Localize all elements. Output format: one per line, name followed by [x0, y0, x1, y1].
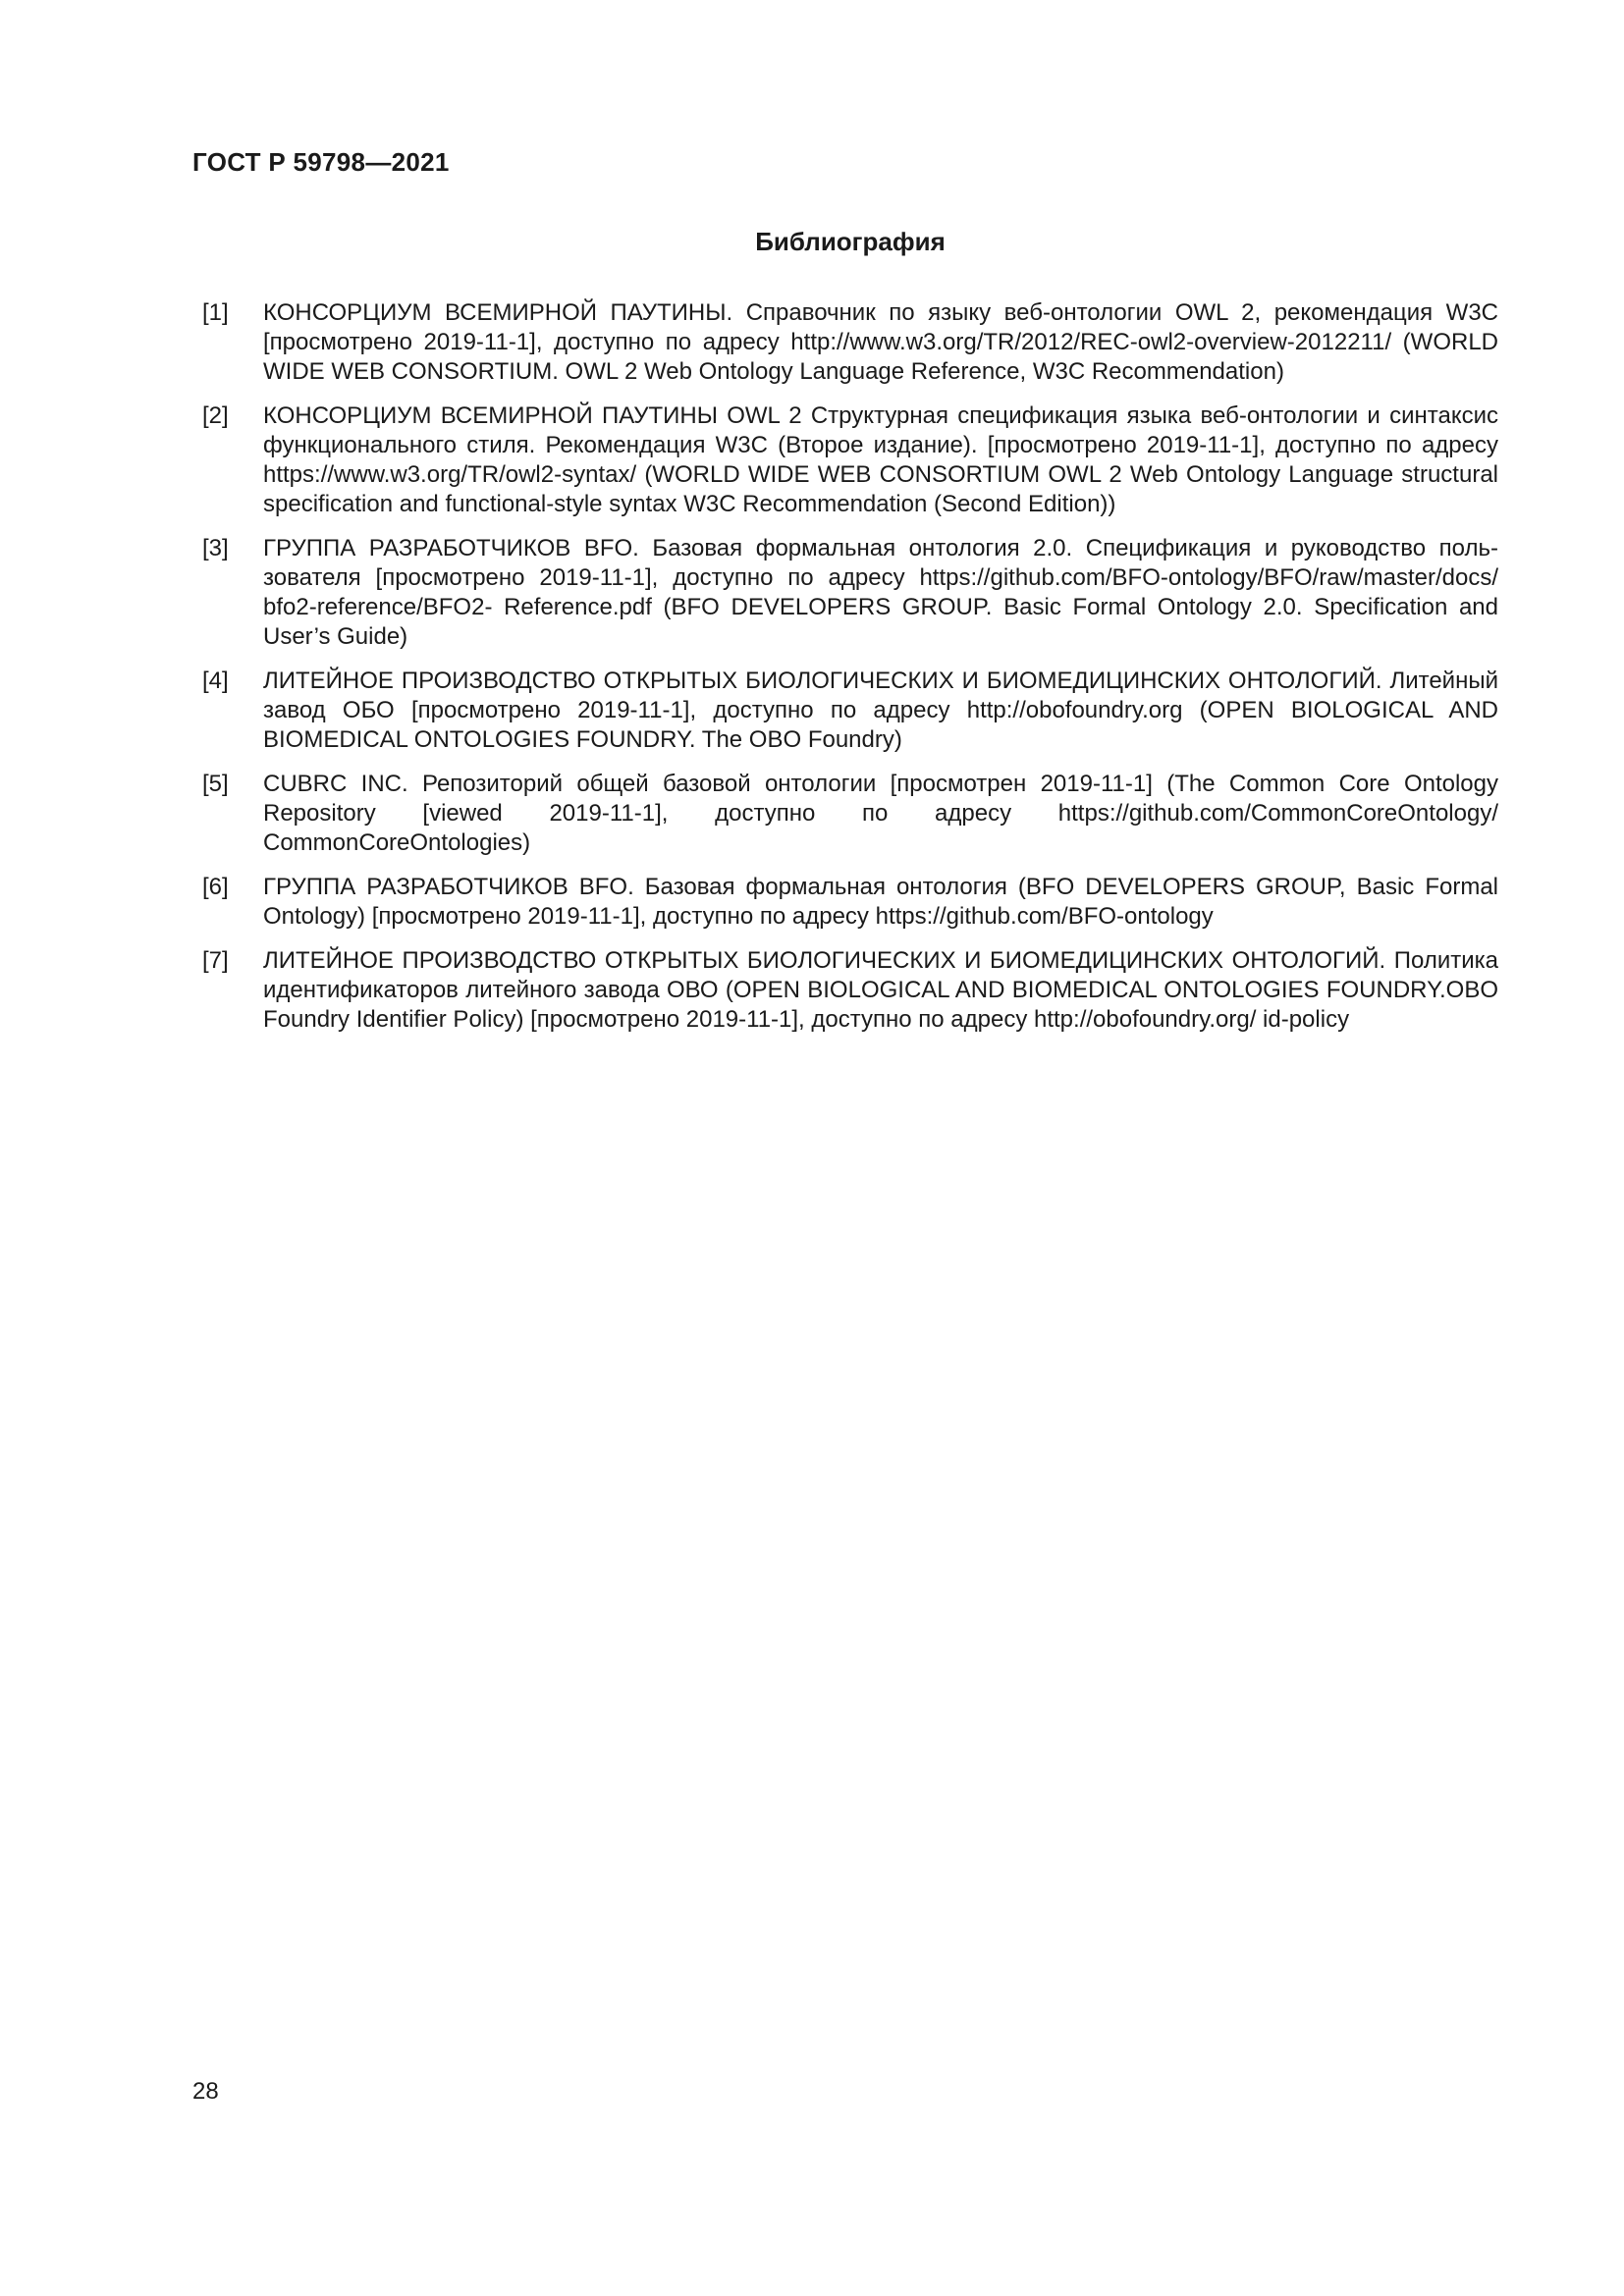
entry-text: ГРУППА РАЗРАБОТЧИКОВ BFO. Базовая формальная онтология 2.0. Спецификация и руководство пользователя [просмотрено 2019-11-1], доступно по адресу https://github.com/BFO-ontology/BFO/raw/master/docs/ bfo2-reference/BFO2- Reference.pdf (BFO DEVELOPERS GROUP. Basic Formal Ontology 2.0. Specification and User’s Guide)	[263, 535, 1498, 650]
page-number: 28	[192, 2078, 219, 2105]
entry-number: [2]	[202, 402, 229, 429]
entry-number: [3]	[202, 535, 229, 561]
entry-number: [1]	[202, 299, 229, 326]
entry-text: КОНСОРЦИУМ ВСЕМИРНОЙ ПАУТИНЫ OWL 2 Структурная спецификация языка веб-онтологии и синтаксис функционального стиля. Рекомендация W3C (Второе издание). [просмотрено 2019-11-1], доступно по адресу https://www.w3.org/TR/owl2-syntax/ (WORLD WIDE WEB CONSORTIUM OWL 2 Web Ontology Language structural specification and functional-style syntax W3C Recommendation (Second Edition))	[263, 402, 1498, 517]
bibliography-entry	[202, 770, 1498, 858]
entry-number: [7]	[202, 947, 229, 974]
entry-text: КОНСОРЦИУМ ВСЕМИРНОЙ ПАУТИНЫ. Справочник по языку веб-онтологии OWL 2, рекомендация W3C [просмотрено 2019-11-1], доступно по адресу http://www.w3.org/TR/2012/REC-owl2-overview-2012211/ (WORLD WIDE WEB CONSORTIUM. OWL 2 Web Ontology Language Reference, W3C Recommendation)	[263, 299, 1498, 385]
bibliography-list	[202, 298, 1498, 1049]
entry-number: [6]	[202, 874, 229, 900]
bibliography-entry	[202, 401, 1498, 519]
bibliography-entry	[202, 873, 1498, 932]
entry-number: [5]	[202, 771, 229, 797]
bibliography-entry	[202, 298, 1498, 387]
entry-number: [4]	[202, 667, 229, 694]
entry-text: ГРУППА РАЗРАБОТЧИКОВ BFO. Базовая формальная онтология (BFO DEVELOPERS GROUP, Basic Formal Ontology) [просмотрено 2019-11-1], доступно по адресу https://github.com/BFO-ontology	[263, 874, 1498, 930]
bibliography-entry	[202, 667, 1498, 755]
entry-text: ЛИТЕЙНОЕ ПРОИЗВОДСТВО ОТКРЫТЫХ БИОЛОГИЧЕСКИХ И БИОМЕДИЦИНСКИХ ОНТОЛОГИЙ. Политика идентификаторов литейного завода ОВО (OPEN BIOLOGICAL AND BIOMEDICAL ONTOLOGIES FOUNDRY.OBO Foundry Identifier Policy) [просмотрено 2019-11-1], доступно по адресу http://obofoundry.org/ id-policy	[263, 947, 1498, 1033]
entry-text: CUBRC INC. Репозиторий общей базовой онтологии [просмотрен 2019-11-1] (The Common Core Ontology Repository [viewed 2019-11-1], доступно по адресу https://github.com/CommonCoreOntology/ CommonCoreOntologies)	[263, 771, 1498, 856]
section-title: Библиография	[755, 227, 946, 256]
document-code: ГОСТ Р 59798—2021	[192, 147, 450, 177]
entry-text: ЛИТЕЙНОЕ ПРОИЗВОДСТВО ОТКРЫТЫХ БИОЛОГИЧЕСКИХ И БИОМЕДИЦИНСКИХ ОНТОЛОГИЙ. Литейный завод ОБО [просмотрено 2019-11-1], доступно по адресу http://obofoundry.org (OPEN BIOLOGICAL AND BIOMEDICAL ONTOLOGIES FOUNDRY. The OBO Foundry)	[263, 667, 1498, 753]
bibliography-entry	[202, 946, 1498, 1035]
bibliography-entry	[202, 534, 1498, 652]
